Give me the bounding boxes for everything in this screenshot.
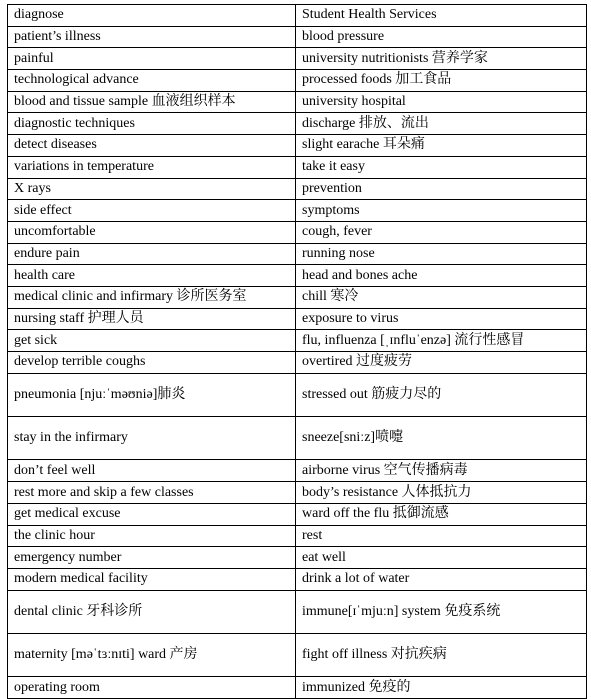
term-cell-right: chill 寒冷: [296, 286, 587, 308]
term-cell-right: university hospital: [296, 91, 587, 113]
vocabulary-table-body: [8, 5, 587, 699]
term-cell-right: slight earache 耳朵痛: [296, 135, 587, 157]
term-cell-right: eat well: [296, 547, 587, 569]
table-row: [8, 677, 587, 699]
term-cell-left: variations in temperature: [8, 156, 296, 178]
term-cell-right: head and bones ache: [296, 265, 587, 287]
term-cell-right: running nose: [296, 243, 587, 265]
vocabulary-table: [7, 4, 587, 699]
term-cell-right: Student Health Services: [296, 5, 587, 27]
table-row: [8, 547, 587, 569]
term-cell-left: uncomfortable: [8, 221, 296, 243]
term-cell-left: nursing staff 护理人员: [8, 308, 296, 330]
term-cell-left: endure pain: [8, 243, 296, 265]
table-row: [8, 221, 587, 243]
term-cell-left: get medical excuse: [8, 503, 296, 525]
table-row: [8, 178, 587, 200]
term-cell-left: operating room: [8, 677, 296, 699]
table-row: [8, 482, 587, 504]
term-cell-left: diagnostic techniques: [8, 113, 296, 135]
table-row: [8, 156, 587, 178]
term-cell-right: drink a lot of water: [296, 568, 587, 590]
term-cell-left: the clinic hour: [8, 525, 296, 547]
term-cell-left: pneumonia [njuːˈməʊniə]肺炎: [8, 373, 296, 416]
term-cell-left: health care: [8, 265, 296, 287]
term-cell-left: emergency number: [8, 547, 296, 569]
term-cell-left: get sick: [8, 330, 296, 352]
term-cell-left: painful: [8, 48, 296, 70]
term-cell-right: flu, influenza [ˌɪnfluˈenzə] 流行性感冒: [296, 330, 587, 352]
table-row: [8, 417, 587, 460]
table-row: [8, 70, 587, 92]
table-row: [8, 286, 587, 308]
term-cell-left: modern medical facility: [8, 568, 296, 590]
term-cell-left: maternity [məˈtɜːnɪti] ward 产房: [8, 633, 296, 676]
term-cell-right: overtired 过度疲劳: [296, 352, 587, 374]
term-cell-right: body’s resistance 人体抵抗力: [296, 482, 587, 504]
term-cell-right: fight off illness 对抗疾病: [296, 633, 587, 676]
table-row: [8, 91, 587, 113]
term-cell-right: exposure to virus: [296, 308, 587, 330]
term-cell-left: technological advance: [8, 70, 296, 92]
table-row: [8, 26, 587, 48]
table-row: [8, 135, 587, 157]
term-cell-right: blood pressure: [296, 26, 587, 48]
term-cell-left: detect diseases: [8, 135, 296, 157]
table-row: [8, 265, 587, 287]
term-cell-left: stay in the infirmary: [8, 417, 296, 460]
table-row: [8, 373, 587, 416]
term-cell-right: symptoms: [296, 200, 587, 222]
term-cell-right: immunized 免疫的: [296, 677, 587, 699]
table-row: [8, 200, 587, 222]
table-row: [8, 525, 587, 547]
term-cell-right: immune[ɪˈmjuːn] system 免疫系统: [296, 590, 587, 633]
term-cell-right: rest: [296, 525, 587, 547]
term-cell-left: rest more and skip a few classes: [8, 482, 296, 504]
term-cell-left: blood and tissue sample 血液组织样本: [8, 91, 296, 113]
table-row: [8, 308, 587, 330]
term-cell-left: patient’s illness: [8, 26, 296, 48]
term-cell-right: sneeze[sniːz]喷嚏: [296, 417, 587, 460]
table-row: [8, 330, 587, 352]
term-cell-right: ward off the flu 抵御流感: [296, 503, 587, 525]
table-row: [8, 633, 587, 676]
term-cell-right: university nutritionists 营养学家: [296, 48, 587, 70]
table-row: [8, 48, 587, 70]
term-cell-right: take it easy: [296, 156, 587, 178]
term-cell-right: airborne virus 空气传播病毒: [296, 460, 587, 482]
table-row: [8, 503, 587, 525]
term-cell-left: medical clinic and infirmary 诊所医务室: [8, 286, 296, 308]
term-cell-left: develop terrible coughs: [8, 352, 296, 374]
table-row: [8, 243, 587, 265]
table-row: [8, 590, 587, 633]
term-cell-right: prevention: [296, 178, 587, 200]
term-cell-right: stressed out 筋疲力尽的: [296, 373, 587, 416]
table-row: [8, 5, 587, 27]
term-cell-right: cough, fever: [296, 221, 587, 243]
term-cell-left: side effect: [8, 200, 296, 222]
term-cell-left: don’t feel well: [8, 460, 296, 482]
term-cell-left: X rays: [8, 178, 296, 200]
term-cell-right: processed foods 加工食品: [296, 70, 587, 92]
table-row: [8, 568, 587, 590]
term-cell-left: dental clinic 牙科诊所: [8, 590, 296, 633]
table-row: [8, 352, 587, 374]
table-row: [8, 113, 587, 135]
term-cell-left: diagnose: [8, 5, 296, 27]
table-row: [8, 460, 587, 482]
term-cell-right: discharge 排放、流出: [296, 113, 587, 135]
